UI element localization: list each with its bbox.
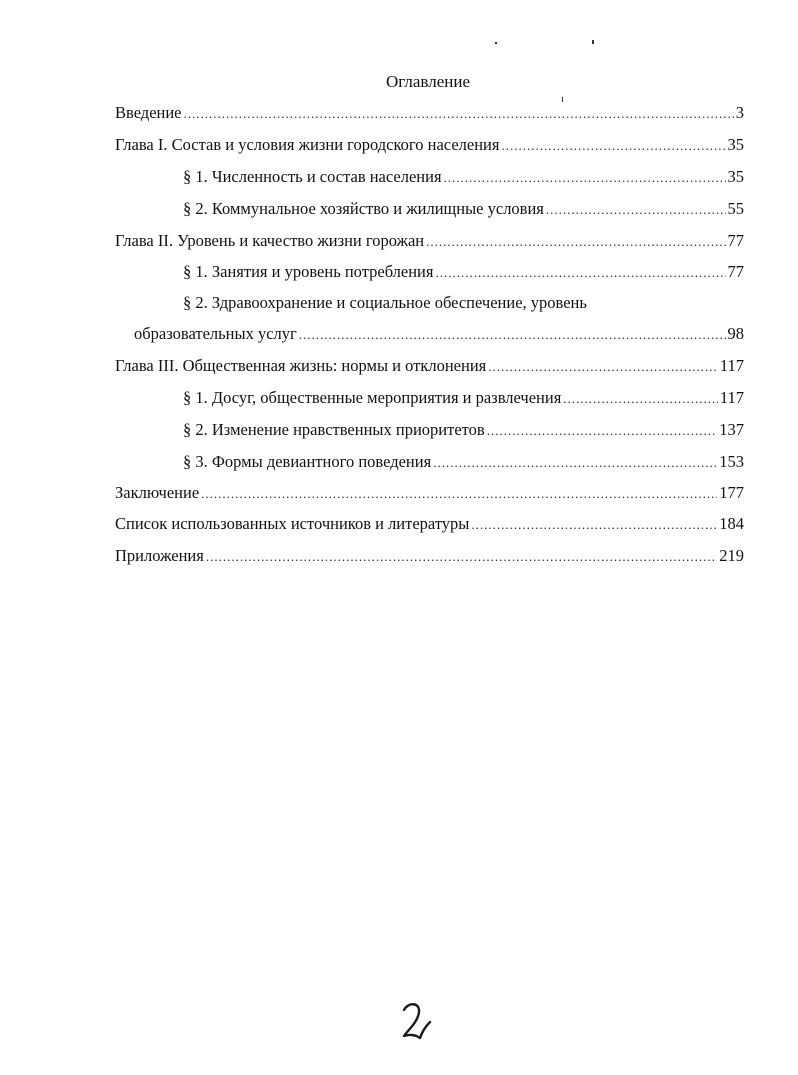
toc-entry-page: 153: [719, 452, 744, 471]
toc-entry-label: § 1. Досуг, общественные мероприятия и развлечения: [183, 388, 562, 407]
dot-leader: [546, 200, 726, 220]
dot-leader: [426, 232, 725, 252]
toc-entry-label: Приложения: [115, 546, 204, 565]
toc-entry-page: 77: [727, 231, 744, 250]
toc-entry-label: Введение: [115, 103, 182, 122]
toc-entry-label: Список использованных источников и литературы: [115, 514, 470, 533]
toc-entry-introduction: [115, 103, 744, 124]
toc-entry-bibliography: [115, 514, 744, 535]
toc-entry-section-3-3: [183, 452, 744, 473]
toc-entry-section-3-2: [183, 420, 744, 441]
dot-leader: [444, 168, 726, 188]
scan-speck: [495, 42, 497, 44]
toc-entry-page: 3: [735, 103, 744, 122]
toc-entry-page: 184: [719, 514, 744, 533]
toc-entry-label: Глава I. Состав и условия жизни городского населения: [115, 135, 500, 154]
toc-entry-label: § 2. Изменение нравственных приоритетов: [183, 420, 485, 439]
handwritten-page-number: [396, 998, 436, 1044]
toc-entry-label: Глава III. Общественная жизнь: нормы и отклонения: [115, 356, 487, 375]
toc-entry-chapter-1: [115, 135, 744, 156]
scan-speck: [592, 40, 594, 44]
dot-leader: [299, 325, 726, 345]
toc-entry-section-2-1: [183, 262, 744, 283]
dot-leader: [501, 136, 725, 156]
toc-entry-page: 98: [727, 324, 744, 343]
toc-entry-chapter-2: [115, 231, 744, 252]
dot-leader: [487, 421, 718, 441]
toc-entry-page: 117: [719, 388, 744, 407]
toc-entry-section-1-2: [183, 199, 744, 220]
dot-leader: [433, 453, 717, 473]
scan-speck: [562, 97, 563, 102]
toc-entry-label: Заключение: [115, 483, 200, 502]
toc-entry-page: 219: [719, 546, 744, 565]
dot-leader: [201, 484, 717, 504]
toc-entry-section-1-1: [183, 167, 744, 188]
toc-entry-section-2-2: [134, 324, 744, 345]
toc-entry-chapter-3: [115, 356, 744, 377]
toc-entry-appendices: [115, 546, 744, 567]
toc-entry-page: 35: [727, 167, 744, 186]
dot-leader: [206, 547, 717, 567]
toc-entry-page: 177: [719, 483, 744, 502]
toc-entry-label: § 1. Численность и состав населения: [183, 167, 442, 186]
toc-entry-section-3-1: [183, 388, 744, 409]
toc-entry-label: § 2. Коммунальное хозяйство и жилищные условия: [183, 199, 544, 218]
toc-entry-page: 55: [727, 199, 744, 218]
toc-entry-section-2-2-line1: § 2. Здравоохранение и социальное обеспечение, уровень: [183, 293, 587, 312]
toc-entry-page: 137: [719, 420, 744, 439]
toc-entry-label: § 3. Формы девиантного поведения: [183, 452, 432, 471]
toc-entry-conclusion: [115, 483, 744, 504]
toc-entry-page: 117: [719, 356, 744, 375]
toc-entry-page: 77: [727, 262, 744, 281]
dot-leader: [563, 389, 718, 409]
toc-title: Оглавление: [386, 72, 470, 91]
toc-entry-label: образовательных услуг: [134, 324, 297, 343]
toc-entry-page: 35: [727, 135, 744, 154]
toc-entry-label: § 1. Занятия и уровень потребления: [183, 262, 434, 281]
dot-leader: [435, 263, 725, 283]
toc-entry-label: Глава II. Уровень и качество жизни горожан: [115, 231, 425, 250]
dot-leader: [488, 357, 718, 377]
dot-leader: [184, 104, 734, 124]
dot-leader: [471, 515, 717, 535]
